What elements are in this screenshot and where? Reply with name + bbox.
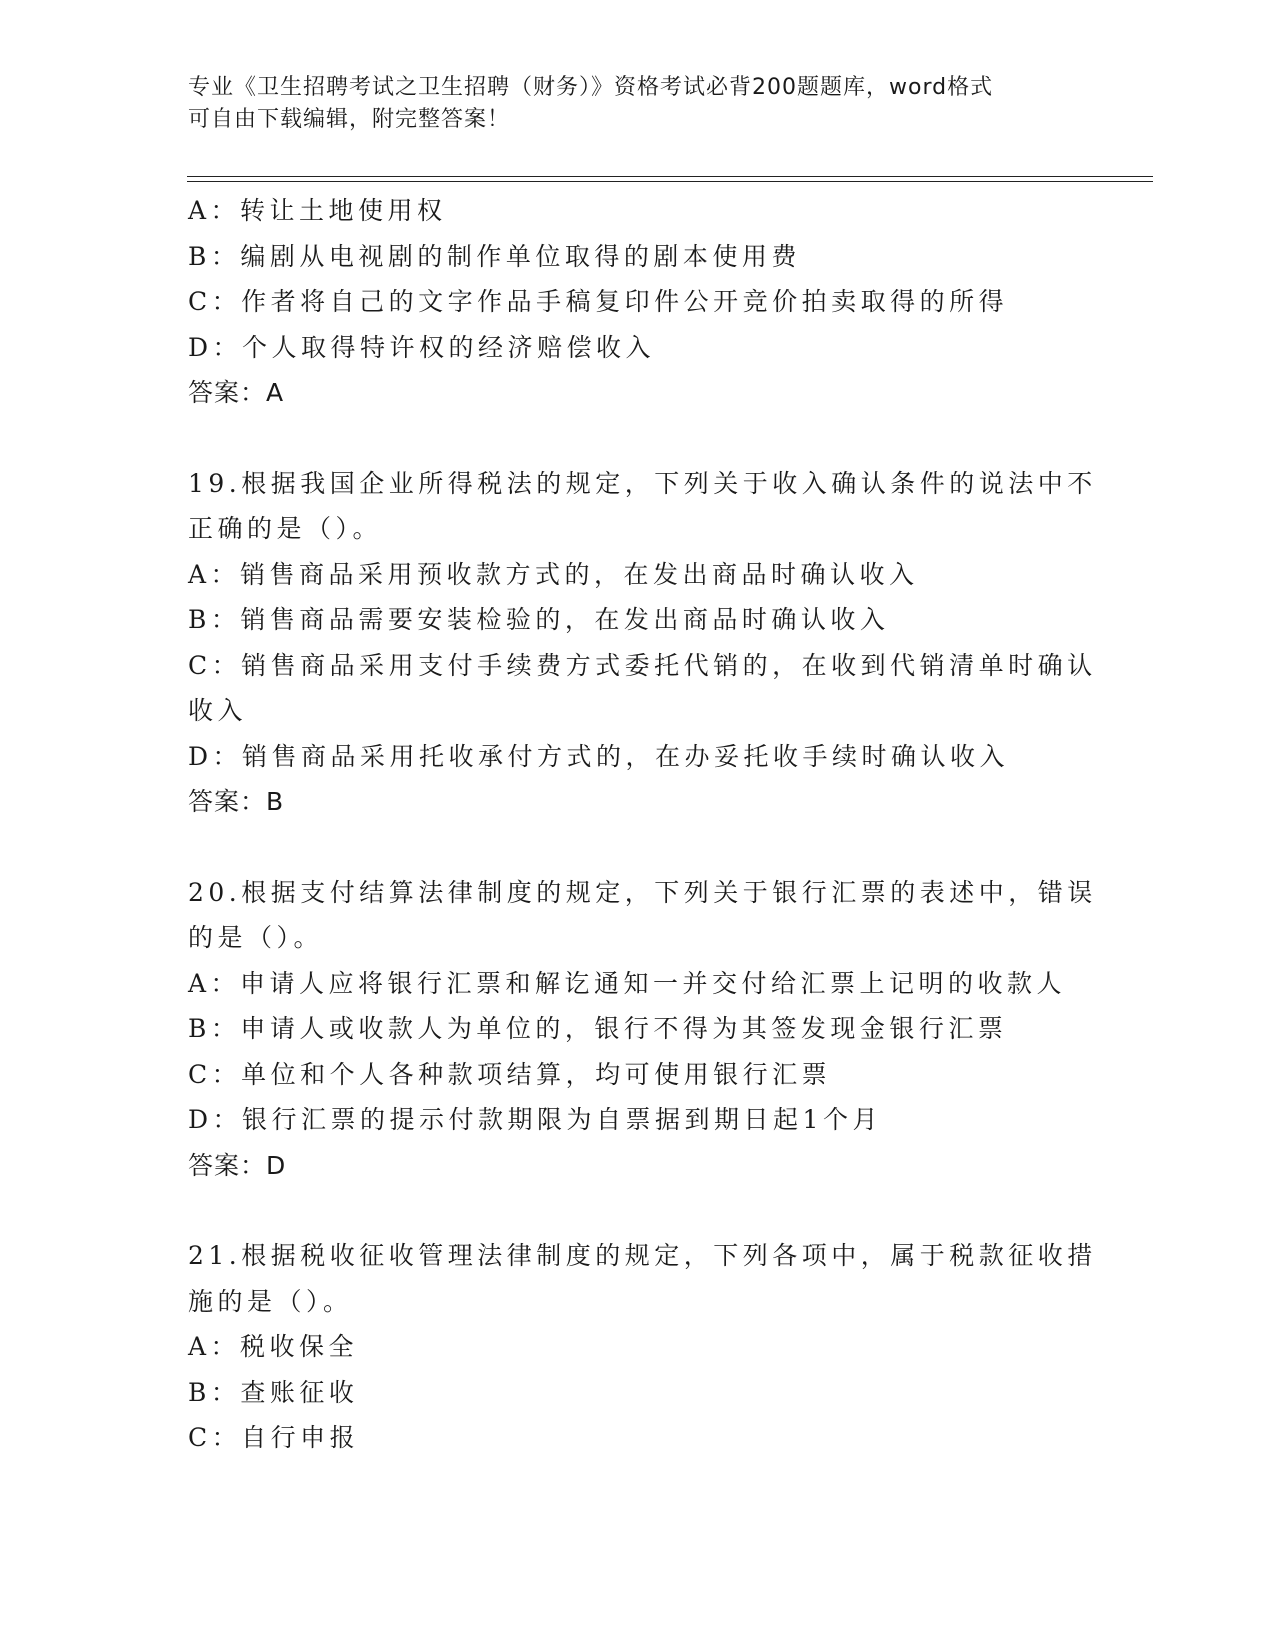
option-b: B：查账征收 — [188, 1377, 359, 1407]
header-line-1: 专业《卫生招聘考试之卫生招聘（财务）》资格考试必背200题题库，word格式 — [188, 75, 994, 100]
option-d: D：银行汇票的提示付款期限为自票据到期日起1个月 — [188, 1105, 882, 1134]
question-spacer — [188, 416, 1088, 461]
option-a: A：申请人应将银行汇票和解讫通知一并交付给汇票上记明的收款人 — [188, 968, 1067, 998]
question-spacer — [188, 1188, 1088, 1233]
option-a: A：转让土地使用权 — [188, 196, 447, 225]
question-block-20 — [188, 870, 1097, 1189]
option-c: C：销售商品采用支付手续费方式委托代销的，在收到代销清单时确认 — [188, 650, 1097, 680]
header-divider-bottom — [187, 181, 1153, 182]
answer-line: 答案：A — [188, 378, 285, 407]
option-c: C：单位和个人各种款项结算，均可使用银行汇票 — [188, 1059, 832, 1089]
question-block-21 — [188, 1233, 1097, 1461]
option-c: C：自行申报 — [188, 1423, 360, 1452]
option-c-continued: 收入 — [188, 696, 248, 725]
question-stem-line: 施的是（）。 — [188, 1286, 353, 1316]
question-stem-line: 的是（）。 — [188, 923, 324, 952]
option-d: D：销售商品采用托收承付方式的，在办妥托收手续时确认收入 — [188, 741, 1010, 771]
option-d: D：个人取得特许权的经济赔偿收入 — [188, 332, 656, 362]
option-a: A：销售商品采用预收款方式的，在发出商品时确认收入 — [188, 559, 919, 589]
question-block-18 — [188, 188, 1088, 416]
answer-line: 答案：B — [188, 787, 285, 816]
option-b: B：申请人或收款人为单位的，银行不得为其签发现金银行汇票 — [188, 1014, 1008, 1043]
question-stem-line: 21.根据税收征收管理法律制度的规定，下列各项中，属于税款征收措 — [188, 1241, 1097, 1270]
question-content — [188, 188, 1097, 1461]
question-block-19 — [188, 461, 1097, 825]
option-b: B：销售商品需要安装检验的，在发出商品时确认收入 — [188, 605, 890, 634]
option-a: A：税收保全 — [188, 1332, 359, 1361]
document-header — [188, 72, 1088, 136]
option-b: B：编剧从电视剧的制作单位取得的剧本使用费 — [188, 241, 801, 271]
answer-line: 答案：D — [188, 1150, 287, 1180]
question-stem-line: 20.根据支付结算法律制度的规定，下列关于银行汇票的表述中，错误 — [188, 877, 1097, 907]
question-stem-line: 19.根据我国企业所得税法的规定，下列关于收入确认条件的说法中不 — [188, 468, 1097, 498]
header-divider-top — [187, 176, 1153, 177]
question-stem-line: 正确的是（）。 — [188, 514, 383, 543]
option-c: C：作者将自己的文字作品手稿复印件公开竞价拍卖取得的所得 — [188, 287, 1009, 316]
header-line-2: 可自由下载编辑，附完整答案！ — [188, 107, 511, 132]
question-spacer — [188, 825, 1088, 870]
